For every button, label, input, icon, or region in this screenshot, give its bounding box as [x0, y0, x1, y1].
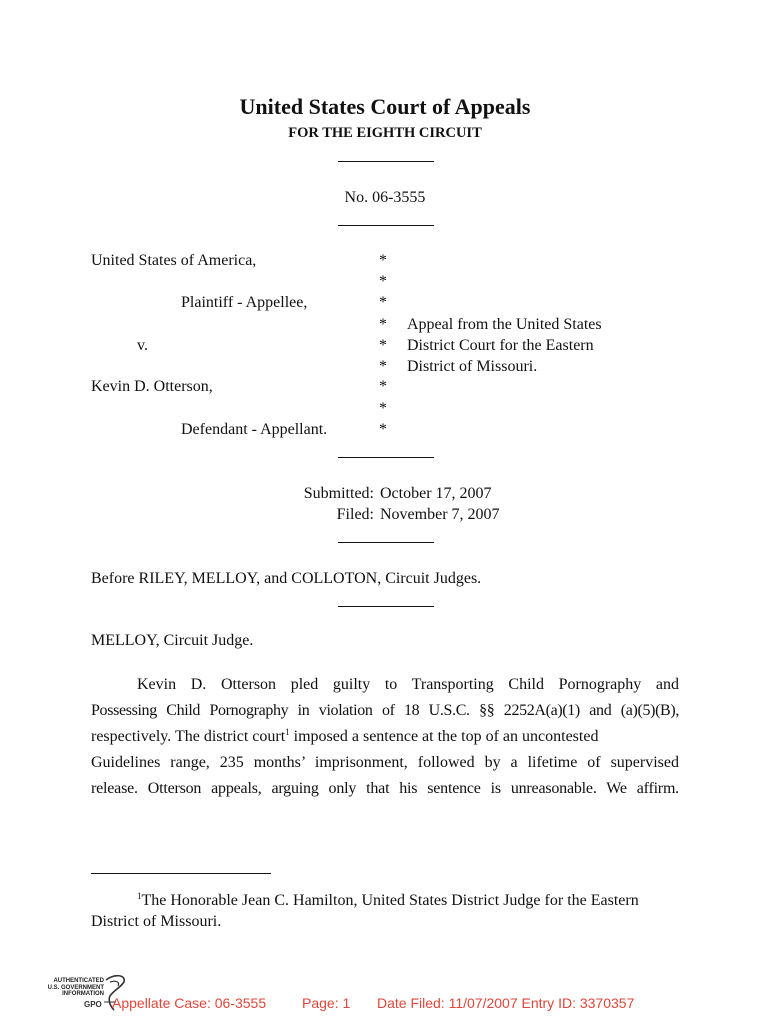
- footnote-text: The Honorable Jean C. Hamilton, United States District Judge for the Eastern: [141, 892, 639, 909]
- court-title: United States Court of Appeals: [239, 94, 531, 119]
- appeal-origin-line: Appeal from the United States: [407, 316, 602, 333]
- caption-star: *: [379, 316, 387, 333]
- caption-star: *: [379, 252, 387, 269]
- opinion-text: imposed a sentence at the top of an uncontested: [289, 728, 599, 745]
- defendant-name: Kevin D. Otterson,: [91, 378, 213, 395]
- opinion-line: Guidelines range, 235 months’ imprisonment, followed by a lifetime of supervised: [91, 754, 679, 771]
- divider: [338, 457, 434, 458]
- divider: [338, 606, 434, 607]
- caption-star: *: [379, 358, 387, 375]
- caption-star: *: [379, 400, 387, 417]
- divider: [338, 161, 434, 162]
- opinion-line: Kevin D. Otterson pled guilty to Transporting Child Pornography and: [137, 676, 679, 693]
- caption-star: *: [379, 421, 387, 438]
- caption-star: *: [379, 294, 387, 311]
- submitted-date: October 17, 2007: [380, 485, 492, 502]
- opinion-line: release. Otterson appeals, arguing only that his sentence is unreasonable. We affirm.: [91, 780, 679, 797]
- panel-judges: Before RILEY, MELLOY, and COLLOTON, Circuit Judges.: [91, 570, 482, 587]
- gpo-seal-line: AUTHENTICATED: [53, 978, 104, 984]
- footnote-line: [137, 892, 639, 910]
- footnote-ref: 1: [285, 727, 290, 737]
- filed-date: November 7, 2007: [380, 506, 500, 523]
- footer-case: Appellate Case: 06-3555: [112, 995, 267, 1011]
- gpo-logo-text: GPO: [84, 1000, 102, 1009]
- divider: [338, 542, 434, 543]
- caption-star: *: [379, 378, 387, 395]
- opinion-text: respectively. The district court: [91, 728, 286, 745]
- plaintiff-name: United States of America,: [91, 252, 257, 269]
- footer-page: Page: 1: [302, 995, 351, 1011]
- filed-label: Filed:: [336, 506, 374, 523]
- appeal-origin-line: District Court for the Eastern: [407, 337, 594, 354]
- case-number: No. 06-3555: [344, 189, 426, 206]
- opinion-line: Possessing Child Pornography in violation of 18 U.S.C. §§ 2252A(a)(1) and (a)(5)(B),: [91, 702, 679, 719]
- appeal-origin-line: District of Missouri.: [407, 358, 538, 375]
- defendant-role: Defendant - Appellant.: [181, 421, 328, 438]
- versus-label: v.: [137, 337, 148, 354]
- gpo-seal-line: U.S. GOVERNMENT: [47, 984, 104, 991]
- footnote-rule: [91, 873, 271, 874]
- gpo-seal-line: INFORMATION: [62, 991, 104, 997]
- footnote-number: 1: [137, 891, 142, 901]
- opinion-line: [91, 728, 679, 746]
- submitted-label: Submitted:: [303, 485, 374, 502]
- caption-star: *: [379, 273, 387, 290]
- opinion-author: MELLOY, Circuit Judge.: [91, 632, 254, 649]
- plaintiff-role: Plaintiff - Appellee,: [181, 294, 308, 311]
- footnote-line: District of Missouri.: [91, 913, 222, 930]
- divider: [338, 225, 434, 226]
- circuit-subtitle: FOR THE EIGHTH CIRCUIT: [288, 125, 482, 141]
- footer-filed-entry: Date Filed: 11/07/2007 Entry ID: 3370357: [377, 995, 635, 1011]
- caption-star: *: [379, 337, 387, 354]
